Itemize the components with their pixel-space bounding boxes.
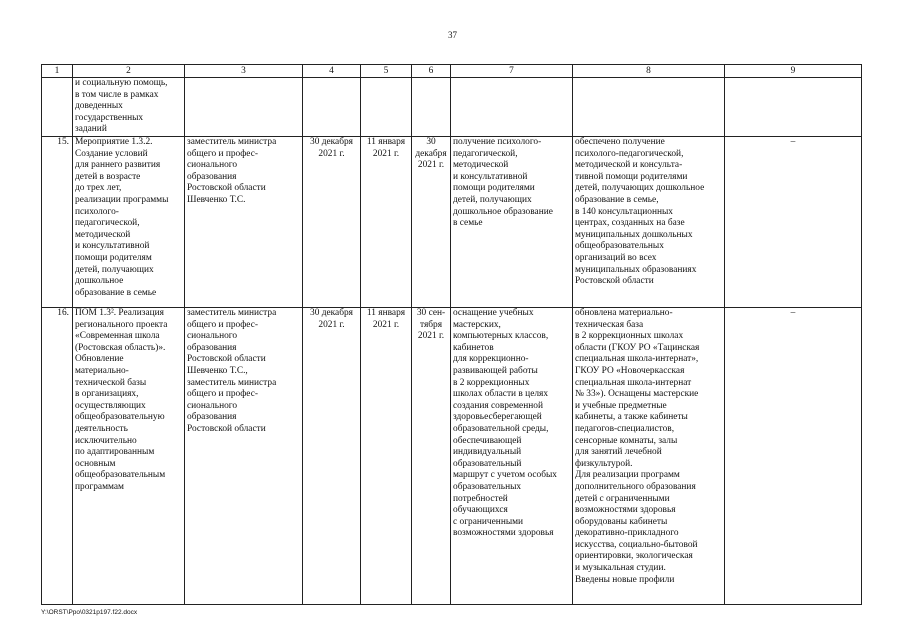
reasons: – <box>725 137 862 308</box>
table-row-15 <box>42 137 862 308</box>
measure-name: ПОМ 1.3². Реализация регионального проекта «Современная школа (Ростовская область)». Обновление материально- технической базы в организациях, осуществляющих общеобразовательную деятельность исключительно по адаптированным основным общеобразовательным программам <box>73 308 185 605</box>
header-cell-1: 1 <box>42 65 73 78</box>
actual-start-date <box>361 78 412 137</box>
actual-result <box>573 78 725 137</box>
header-cell-6: 6 <box>412 65 451 78</box>
actual-end-date <box>412 78 451 137</box>
actual-result: обновлена материально- техническая база в 2 коррекционных школах области (ГКОУ РО «Тацинская специальная школа-интернат», ГКОУ РО «Новочеркасская специальная школа-интернат № 33»). Оснащены мастерские и учебные предметные кабинеты, а также кабинеты педагогов-специалистов, сенсорные комнаты, залы для занятий лечебной физкультурой. Для реализации программ дополнительного образования детей с ограниченными возможностями здоровья оборудованы кабинеты декоративно-прикладного искусства, социально-бытовой ориентировки, экологическая и музыкальная студии. Введены новые профили <box>573 308 725 605</box>
planned-result: получение психолого- педагогической, методической и консультативной помощи родителями детей, получающих дошкольное образование в семье <box>451 137 573 308</box>
row-number: 16. <box>42 308 73 605</box>
table-row-16 <box>42 308 862 605</box>
reasons: – <box>725 308 862 605</box>
header-cell-4: 4 <box>303 65 361 78</box>
header-cell-3: 3 <box>185 65 303 78</box>
planned-end-date <box>303 78 361 137</box>
measures-table <box>41 64 862 605</box>
actual-result: обеспечено получение психолого-педагогической, методической и консульта- тивной помощи родителями детей, получающих дошкольное образование в семье, в 140 консультационных центрах, созданных на базе муниципальных дошкольных общеобразовательных организаций во всех муниципальных образованиях Ростовской области <box>573 137 725 308</box>
measure-name: и социальную помощь, в том числе в рамках доведенных государственных заданий <box>73 78 185 137</box>
header-cell-2: 2 <box>73 65 185 78</box>
header-cell-8: 8 <box>573 65 725 78</box>
planned-result <box>451 78 573 137</box>
reasons <box>725 78 862 137</box>
responsible <box>185 78 303 137</box>
measure-name: Мероприятие 1.3.2. Создание условий для раннего развития детей в возрасте до трех лет, реализации программы психолого- педагогической, методической и консультативной помощи родителям детей, получающих дошкольное образование в семье <box>73 137 185 308</box>
actual-end-date: 30 декабря 2021 г. <box>412 137 451 308</box>
actual-start-date: 11 января 2021 г. <box>361 137 412 308</box>
header-cell-5: 5 <box>361 65 412 78</box>
header-row <box>42 65 862 78</box>
planned-end-date: 30 декабря 2021 г. <box>303 137 361 308</box>
row-number <box>42 78 73 137</box>
responsible: заместитель министра общего и профес- сионального образования Ростовской области Шевченко Т.С., заместитель министра общего и профес- сионального образования Ростовской области <box>185 308 303 605</box>
planned-result: оснащение учебных мастерских, компьютерных классов, кабинетов для коррекционно- развивающей работы в 2 коррекционных школах области в целях создания современной здоровьесберегающей образовательной среды, обеспечивающей индивидуальный образовательный маршрут с учетом особых образовательных потребностей обучающихся с ограниченными возможностями здоровья <box>451 308 573 605</box>
actual-start-date: 11 января 2021 г. <box>361 308 412 605</box>
header-cell-7: 7 <box>451 65 573 78</box>
page-number: 37 <box>448 30 457 40</box>
planned-end-date: 30 декабря 2021 г. <box>303 308 361 605</box>
table-row-continuation <box>42 78 862 137</box>
row-number: 15. <box>42 137 73 308</box>
file-path-footer: Y:\ORST\Ppo\0321p197.f22.docx <box>41 609 138 616</box>
header-cell-9: 9 <box>725 65 862 78</box>
responsible: заместитель министра общего и профес- сионального образования Ростовской области Шевченко Т.С. <box>185 137 303 308</box>
actual-end-date: 30 сен- тября 2021 г. <box>412 308 451 605</box>
